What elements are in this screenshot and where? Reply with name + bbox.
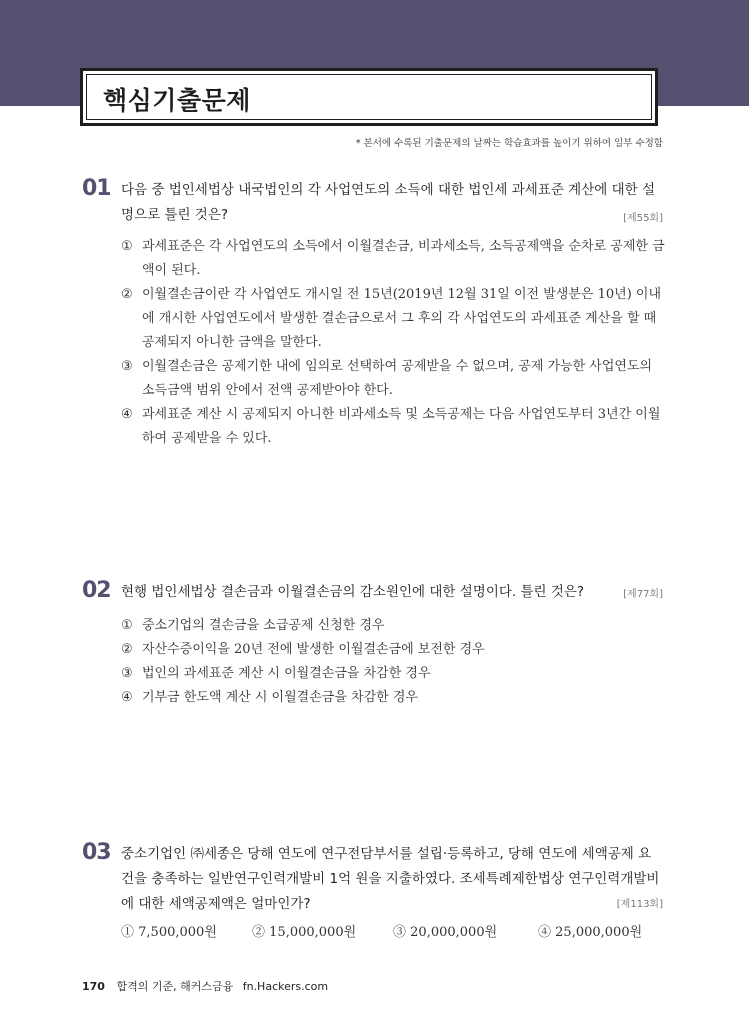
option-1-1 [121,235,666,283]
option-3-1 [121,921,217,940]
question-source-1: [제55회] [623,213,663,224]
option-marker: ① [121,618,133,633]
option-marker: ③ [393,925,407,940]
option-marker: ② [121,287,133,302]
option-text: 20,000,000원 [410,925,498,940]
option-text: 법인의 과세표준 계산 시 이월결손금을 차감한 경우 [142,666,431,681]
option-1-2 [121,283,666,355]
page-footer [82,978,328,994]
question-source-2: [제77회] [623,589,663,600]
question-number-1: 01 [82,176,111,201]
option-text: 이월결손금이란 각 사업연도 개시일 전 15년(2019년 12월 31일 이전 발생분은 10년) 이내에 개시한 사업연도에서 발생한 결손금으로서 그 후의 각 사업연도의 과세표준 계산을 할 때 공제되지 아니한 금액을 말한다. [142,287,662,350]
options-list-2 [121,614,666,710]
options-list-1 [121,235,666,451]
option-3-3 [393,921,497,940]
question-text-3: 중소기업인 ㈜세종은 당해 연도에 연구전담부서를 설립·등록하고, 당해 연도에 세액공제 요건을 충족하는 일반연구인력개발비 1억 원을 지출하였다. 조세특례제한법상 연구인력개발비에 대한 세액공제액은 얼마인가? [121,846,660,912]
option-3-4 [538,921,642,940]
option-1-3 [121,355,666,403]
option-text: 중소기업의 결손금을 소급공제 신청한 경우 [142,618,385,633]
option-text: 25,000,000원 [555,925,643,940]
option-marker: ③ [121,359,133,374]
option-text: 과세표준 계산 시 공제되지 아니한 비과세소득 및 소득공제는 다음 사업연도부터 3년간 이월하여 공제받을 수 있다. [142,407,661,446]
option-marker: ③ [121,666,133,681]
option-marker: ④ [538,925,552,940]
footer-tagline: 합격의 기준, 해커스금융 [116,980,234,993]
question-source-3: [제113회] [616,899,663,910]
option-marker: ④ [121,690,133,705]
edit-note: * 본서에 수록된 기출문제의 날짜는 학습효과를 높이기 위하여 일부 수정함 [355,138,663,149]
option-marker: ④ [121,407,133,422]
footer-site: fn.Hackers.com [242,980,329,993]
option-marker: ② [121,642,133,657]
question-text-2: 현행 법인세법상 결손금과 이월결손금의 감소원인에 대한 설명이다. 틀린 것은? [121,584,585,600]
option-text: 15,000,000원 [269,925,357,940]
option-marker: ① [121,239,133,254]
option-text: 이월결손금은 공제기한 내에 임의로 선택하여 공제받을 수 없으며, 공제 가능한 사업연도의 소득금액 범위 안에서 전액 공제받아야 한다. [142,359,653,398]
section-title-box [80,68,658,126]
page-number: 170 [82,980,105,993]
question-number-3: 03 [82,840,111,865]
option-2-1 [121,614,666,638]
option-marker: ① [121,925,135,940]
option-text: 7,500,000원 [138,925,217,940]
option-marker: ② [252,925,266,940]
option-2-3 [121,662,666,686]
option-3-2 [252,921,356,940]
section-title: 핵심기출문제 [103,86,251,115]
option-text: 자산수증이익을 20년 전에 발생한 이월결손금에 보전한 경우 [142,642,485,657]
option-text: 기부금 한도액 계산 시 이월결손금을 차감한 경우 [142,690,418,705]
option-2-4 [121,686,666,710]
option-2-2 [121,638,666,662]
question-text-1: 다음 중 법인세법상 내국법인의 각 사업연도의 소득에 대한 법인세 과세표준 계산에 대한 설명으로 틀린 것은? [121,182,656,223]
option-text: 과세표준은 각 사업연도의 소득에서 이월결손금, 비과세소득, 소득공제액을 순차로 공제한 금액이 된다. [142,239,665,278]
question-number-2: 02 [82,578,111,603]
option-1-4 [121,403,666,451]
